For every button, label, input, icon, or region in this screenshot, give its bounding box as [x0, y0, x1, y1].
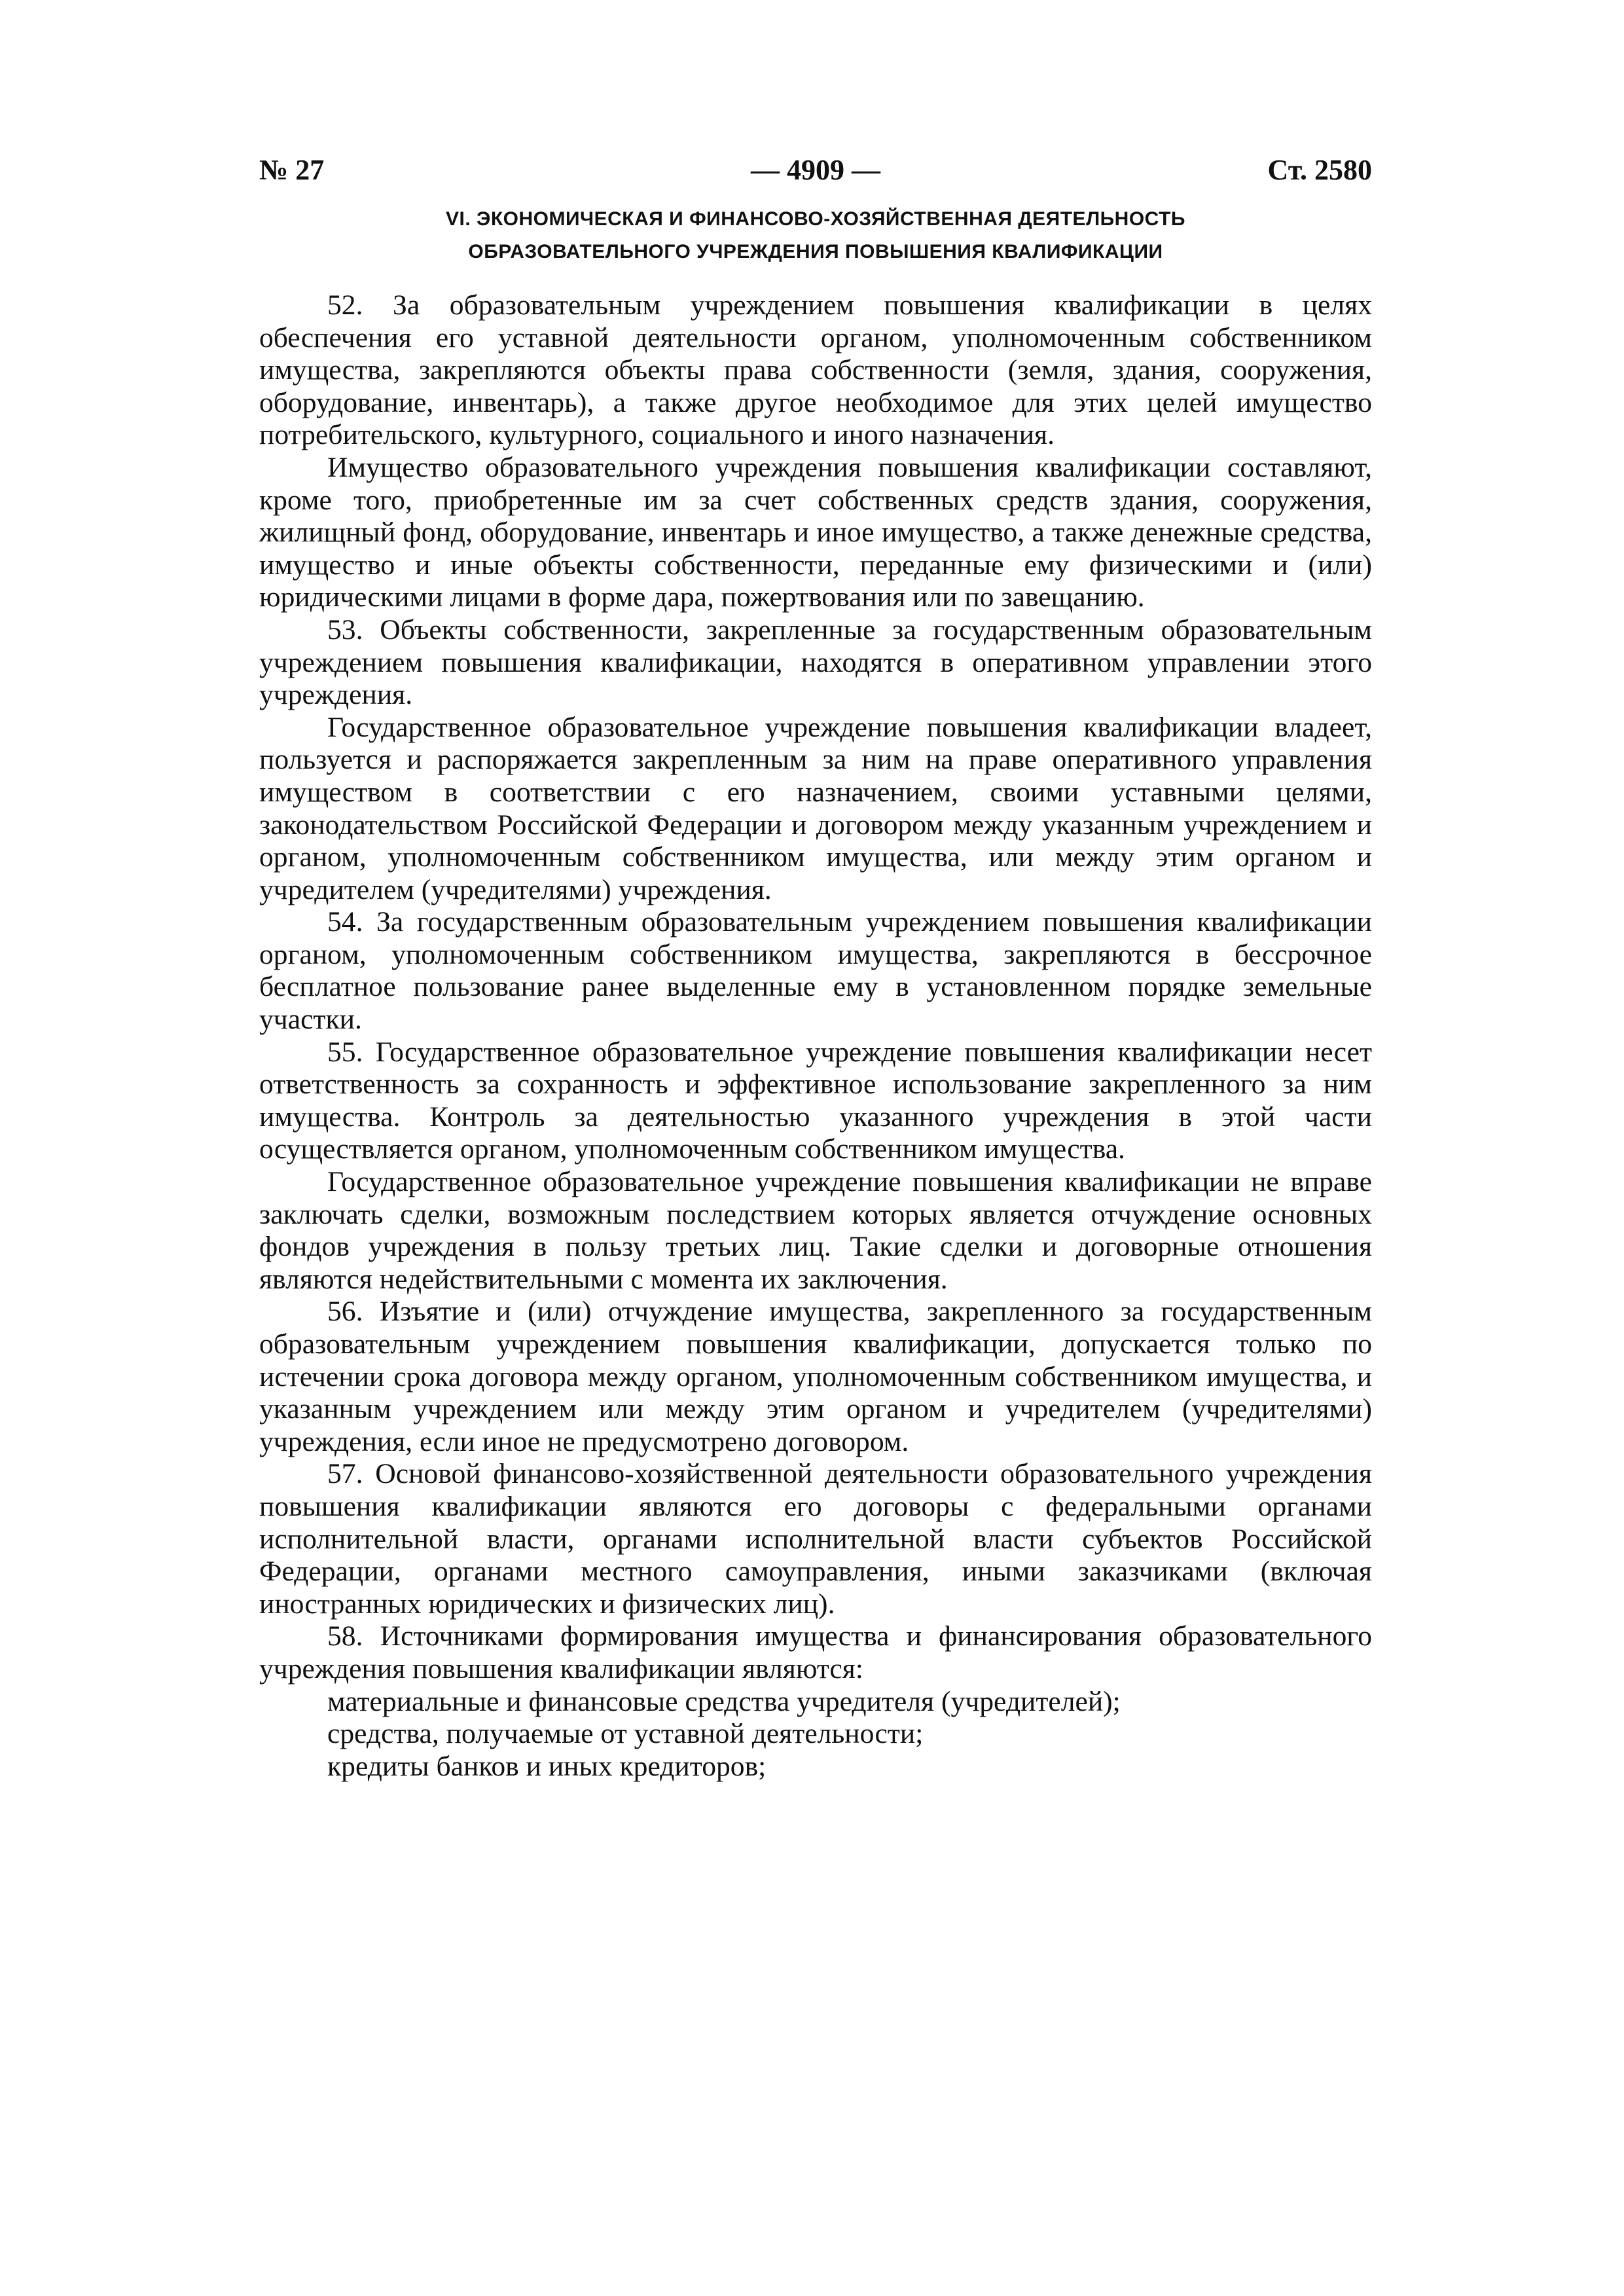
- section-title-line-1: VI. ЭКОНОМИЧЕСКАЯ И ФИНАНСОВО-ХОЗЯЙСТВЕННАЯ ДЕЯТЕЛЬНОСТЬ: [446, 208, 1185, 230]
- paragraph-52-cont: Имущество образовательного учреждения повышения квалификации составляют, кроме того, приобретенные им за счет собственных средств здания, сооружения, жилищный фонд, оборудование, инвентарь и иное имущество, а также денежные средства, имущество и иные объекты собственности, переданные ему физическими и (или) юридическими лицами в форме дара, пожертвования или по завещанию.: [259, 451, 1372, 613]
- paragraph-53-cont: Государственное образовательное учреждение повышения квалификации владеет, пользуется и распоряжается закрепленным за ним на праве оперативного управления имуществом в соответствии с его назначением, своими уставными целями, законодательством Российской Федерации и договором между указанным учреждением и органом, уполномоченным собственником имущества, или между этим органом и учредителем (учредителями) учреждения.: [259, 711, 1372, 905]
- page-number: — 4909 —: [751, 154, 880, 186]
- paragraph-55: 55. Государственное образовательное учреждение повышения квалификации несет ответственность за сохранность и эффективное использование закрепленного за ним имущества. Контроль за деятельностью указанного учреждения в этой части осуществляется органом, уполномоченным собственником имущества.: [259, 1036, 1372, 1165]
- paragraph-53: 53. Объекты собственности, закрепленные за государственным образовательным учреждением повышения квалификации, находятся в оперативном управлении этого учреждения.: [259, 613, 1372, 711]
- paragraph-57: 57. Основой финансово-хозяйственной деятельности образовательного учреждения повышения квалификации являются его договоры с федеральными органами исполнительной власти, органами исполнительной власти субъектов Российской Федерации, органами местного самоуправления, иными заказчиками (включая иностранных юридических и физических лиц).: [259, 1458, 1372, 1620]
- page-header: [259, 151, 1372, 203]
- list-item: материальные и финансовые средства учредителя (учредителей);: [327, 1685, 1121, 1717]
- paragraph-56: 56. Изъятие и (или) отчуждение имущества, закрепленного за государственным образовательным учреждением повышения квалификации, допускается только по истечении срока договора между органом, уполномоченным собственником имущества, и указанным учреждением или между этим органом и учредителем (учредителями) учреждения, если иное не предусмотрено договором.: [259, 1296, 1372, 1457]
- document-page: [259, 151, 1372, 1783]
- section-title: [259, 203, 1372, 268]
- list-item: средства, получаемые от уставной деятельности;: [327, 1718, 924, 1750]
- list-item: кредиты банков и иных кредиторов;: [327, 1750, 767, 1782]
- paragraph-55-cont: Государственное образовательное учреждение повышения квалификации не вправе заключать сделки, возможным последствием которых является отчуждение основных фондов учреждения в пользу третьих лиц. Такие сделки и договорные отношения являются недействительными с момента их заключения.: [259, 1166, 1372, 1295]
- issue-number: № 27: [259, 154, 325, 186]
- paragraph-54: 54. За государственным образовательным учреждением повышения квалификации органом, уполномоченным собственником имущества, закрепляются в бессрочное бесплатное пользование ранее выделенные ему в установленном порядке земельные участки.: [259, 906, 1372, 1036]
- paragraph-58: 58. Источниками формирования имущества и финансирования образовательного учреждения повышения квалификации являются:: [259, 1620, 1372, 1685]
- section-title-line-2: ОБРАЗОВАТЕЛЬНОГО УЧРЕЖДЕНИЯ ПОВЫШЕНИЯ КВАЛИФИКАЦИИ: [468, 241, 1163, 263]
- body-text: [259, 289, 1372, 1783]
- paragraph-52: 52. За образовательным учреждением повышения квалификации в целях обеспечения его уставной деятельности органом, уполномоченным собственником имущества, закрепляются объекты права собственности (земля, здания, сооружения, оборудование, инвентарь), а также другое необходимое для этих целей имущество потребительского, культурного, социального и иного назначения.: [259, 289, 1372, 451]
- article-number: Ст. 2580: [1267, 154, 1372, 186]
